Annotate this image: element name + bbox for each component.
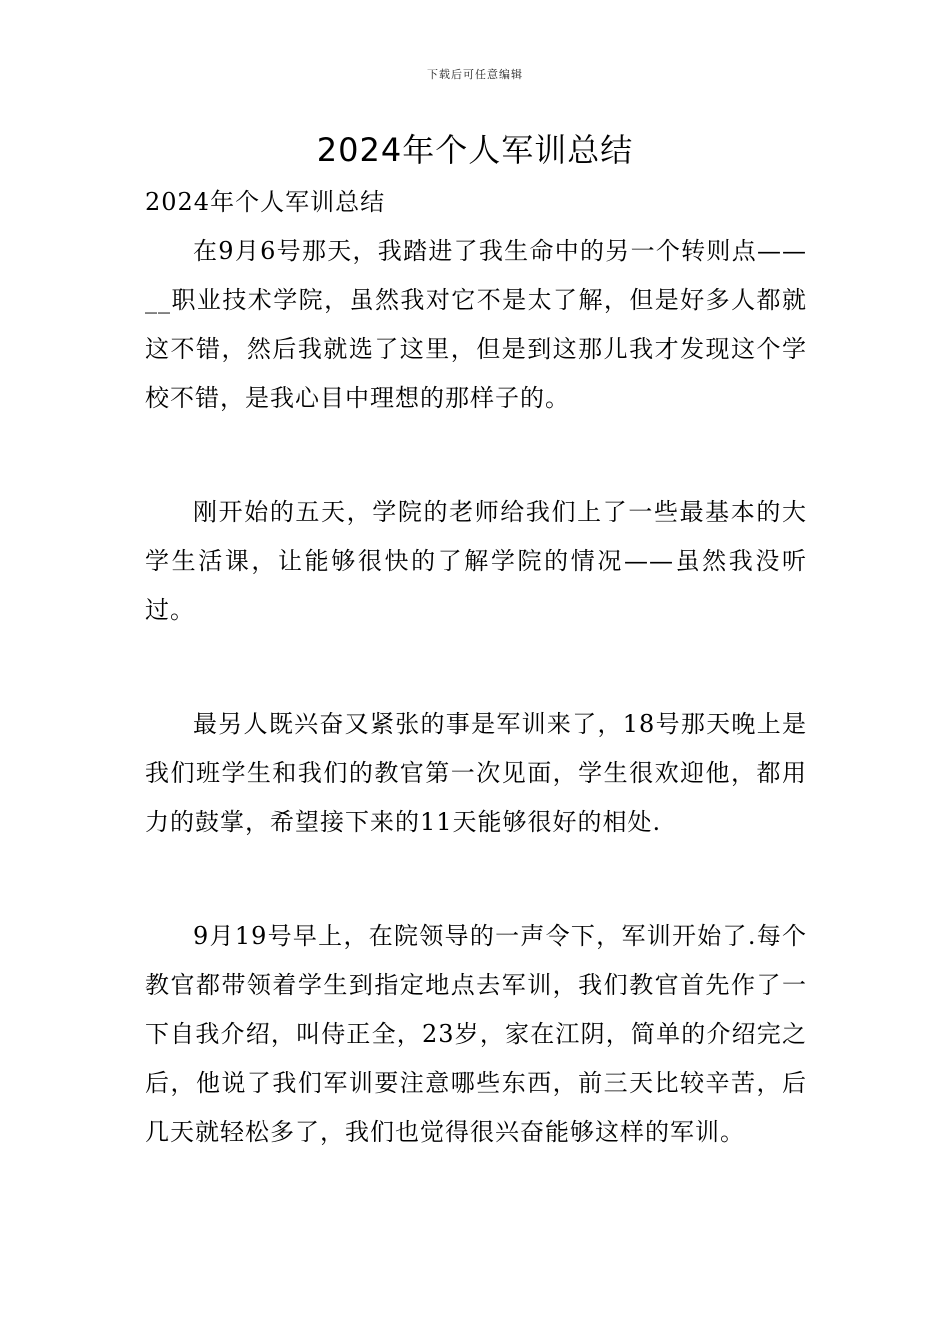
paragraph-4: 9月19号早上，在院领导的一声令下，军训开始了.每个教官都带领着学生到指定地点去军训，我们教官首先作了一下自我介绍，叫侍正全，23岁，家在江阴，简单的介绍完之后，他说了我们军训要注意哪些东西，前三天比较辛苦，后几天就轻松多了，我们也觉得很兴奋能够这样的军训。	[145, 922, 807, 1146]
paragraph-2: 刚开始的五天，学院的老师给我们上了一些最基本的大学生活课，让能够很快的了解学院的情况——虽然我没听过。	[145, 498, 807, 624]
paragraph-1: 在9月6号那天，我踏进了我生命中的另一个转则点——__职业技术学院，虽然我对它不是太了解，但是好多人都就这不错，然后我就选了这里，但是到这那儿我才发现这个学校不错，是我心目中理想的那样子的。	[145, 237, 807, 412]
paragraph-3: 最另人既兴奋又紧张的事是军训来了，18号那天晚上是我们班学生和我们的教官第一次见面，学生很欢迎他，都用力的鼓掌，希望接下来的11天能够很好的相处.	[145, 710, 807, 836]
header-note: 下载后可任意编辑	[427, 68, 523, 81]
document-body	[145, 178, 807, 1222]
document-subtitle: 2024年个人军训总结	[145, 188, 386, 216]
document-title: 2024年个人军训总结	[316, 131, 634, 169]
